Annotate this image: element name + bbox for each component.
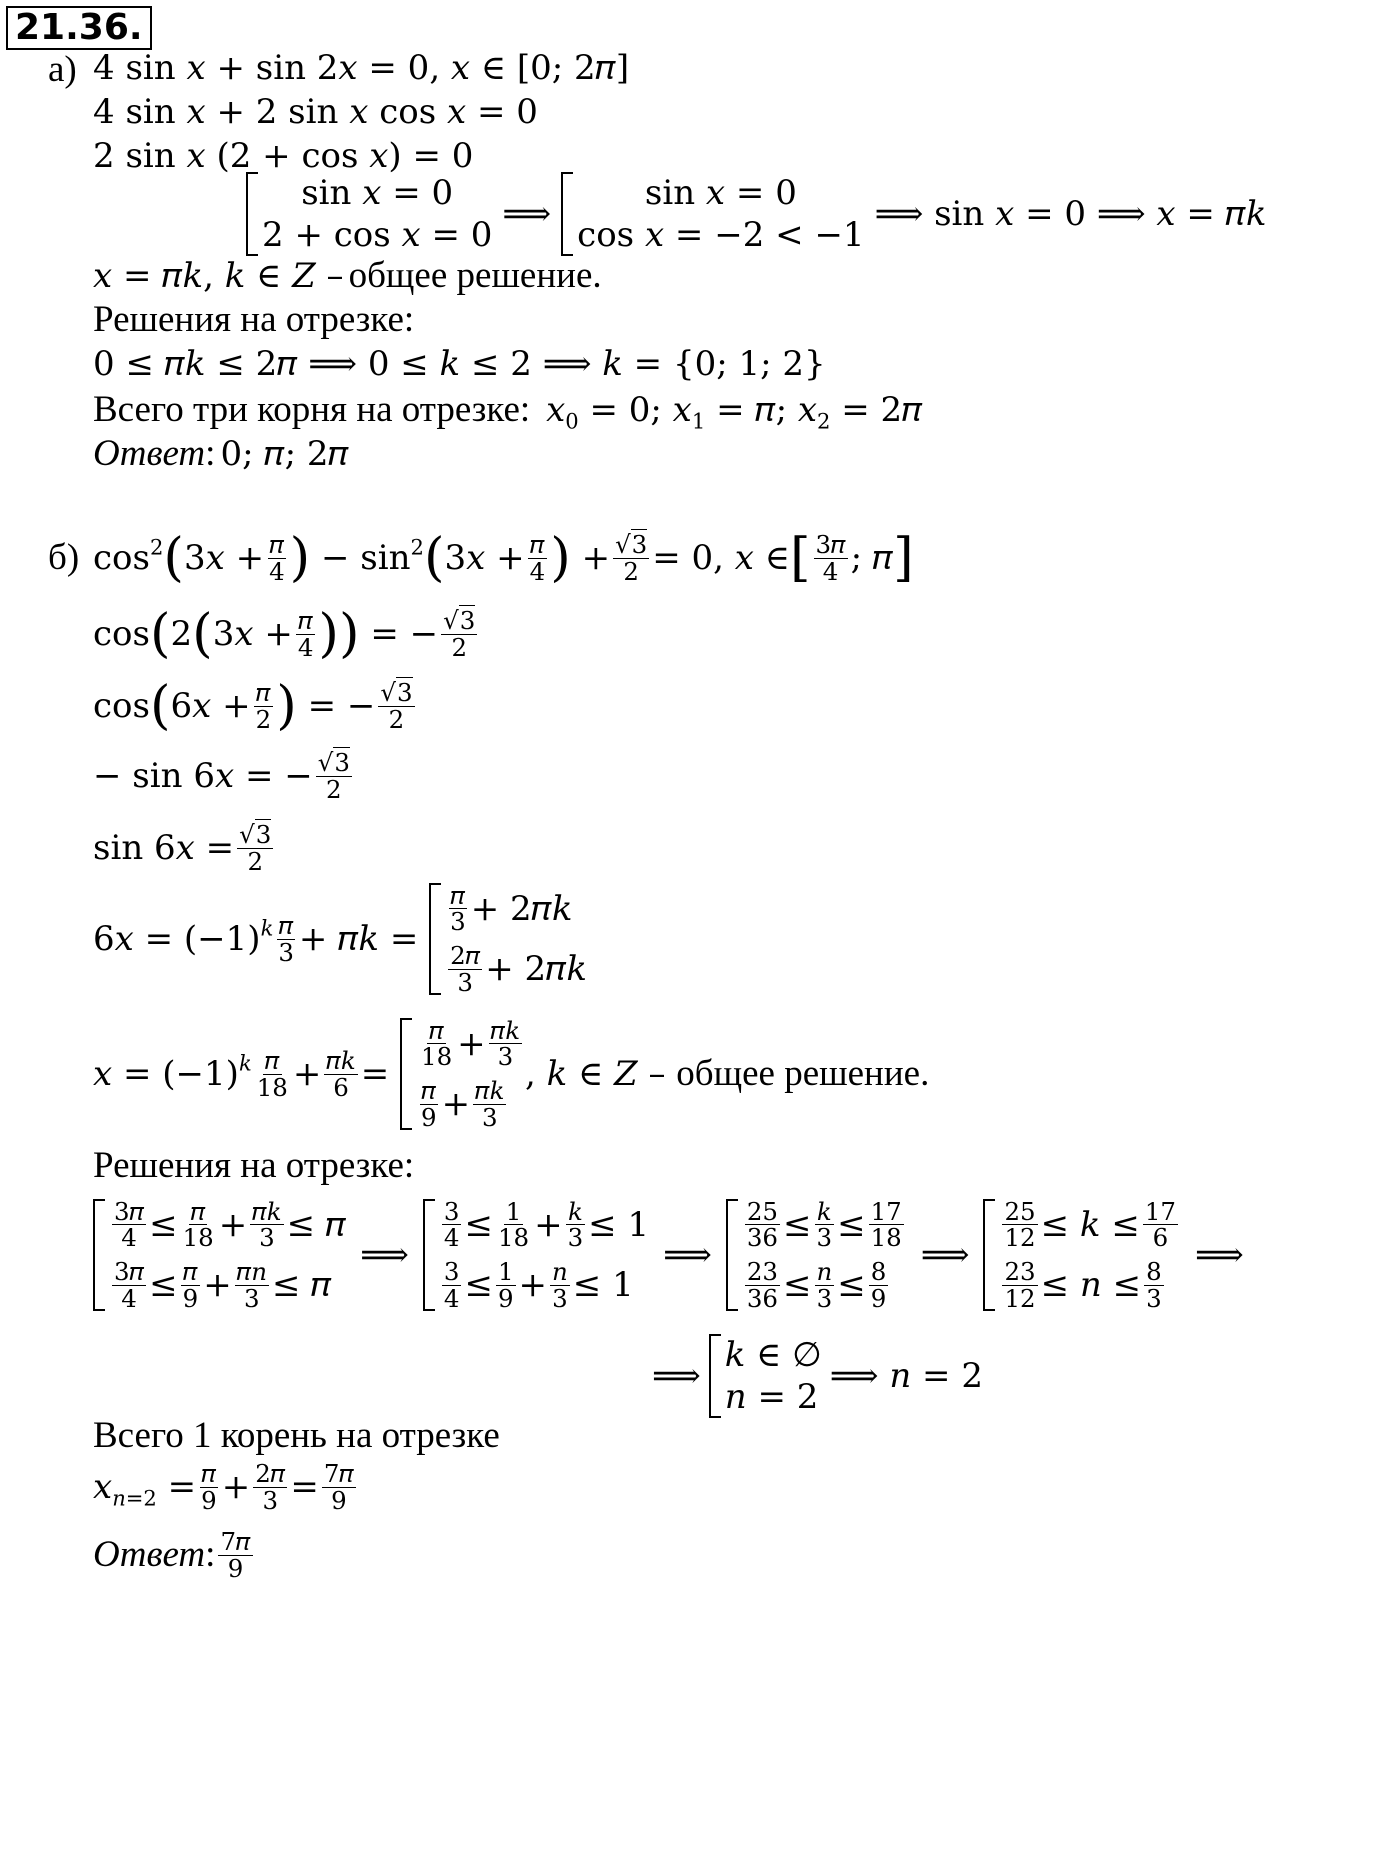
part-a-system-conclusion: ⟹ sin 𝑥 = 0 ⟹ 𝑥 = 𝜋𝑘 bbox=[874, 194, 1267, 234]
part-b-equation: $\cos^2$ ( 3𝑥 + 𝜋 4 ) − $\sin^2$ ( 3𝑥 + 𝜋 4 ) + $\frac{√3}{2}$ = 0, 𝑥 ∈ [ 3𝜋 4 ; 𝜋 ] bbox=[93, 527, 914, 588]
part-b-step-3: − sin 6𝑥 = − $\frac{√3}{2}$ bbox=[93, 747, 350, 804]
part-b-segment-chain: 3𝜋 4 ≤ 𝜋 18 + 𝜋𝑘 3 ≤ 𝜋 3𝜋 4 ≤ 𝜋 9 + 𝜋𝑛 3 ≤ 𝜋 ⟹ $\frac{3}{4}$ ≤ $\frac{1}{18}$ + 𝑘 3 ≤ 1 $\frac{3}{4}$ ≤ $\frac{1}{9}$ + 𝑛 3 ≤ 1 ⟹ $\frac{25}{36}$ ≤ 𝑘 3 ≤ $\frac{17}{18}$ $\frac{23}{36}$ ≤ 𝑛 3 ≤ $\frac{8}{9}$ ⟹ $\frac{25}{12}$ ≤ 𝑘 ≤ $\frac{17}{6}$ $\frac{23}{12}$ ≤ 𝑛 ≤ $\frac{8}{3}$ ⟹ bbox=[93, 1190, 1244, 1320]
part-a-step-1: 4 sin 𝑥 + 2 sin 𝑥 cos 𝑥 = 0 bbox=[93, 92, 538, 132]
part-b-step-4: sin 6𝑥 = $\frac{√3}{2}$ bbox=[93, 819, 272, 876]
part-b-answer: Ответ : 7𝜋 9 bbox=[93, 1526, 251, 1583]
part-a-system-1 bbox=[246, 172, 492, 256]
general-solution-formula: 𝑥 = 𝜋𝑘, 𝑘 ∈ 𝑍 – bbox=[93, 256, 344, 296]
part-a-label: а) bbox=[48, 49, 77, 90]
problem-number: 21.36. bbox=[6, 6, 152, 50]
part-b-step-1: cos ( 2 ( 3𝑥 + 𝜋 4 )) = − $\frac{√3}{2}$ bbox=[93, 603, 476, 664]
part-a-step-2: 2 sin 𝑥 (2 + cos 𝑥) = 0 bbox=[93, 136, 474, 176]
part-a-system-chain: sin 𝑥 = 0 2 + cos 𝑥 = 0 ⟹ sin 𝑥 = 0 cos 𝑥 = −2 < −1 ⟹ sin 𝑥 = 0 ⟹ 𝑥 = 𝜋𝑘 bbox=[246, 172, 1266, 256]
answer-label: Ответ bbox=[93, 433, 206, 474]
part-b-conclusion: ⟹ 𝑘 ∈ ∅ 𝑛 = 2 ⟹ 𝑛 = 2 bbox=[652, 1335, 983, 1417]
part-a-general-solution bbox=[93, 254, 602, 298]
general-solution-text: общее решение. bbox=[348, 255, 602, 296]
part-a-segment-heading: Решения на отрезке: bbox=[93, 299, 415, 340]
roots-values: 𝑥$_0$ = 0; 𝑥$_1$ = 𝜋; 𝑥$_2$ = 2𝜋 bbox=[535, 390, 923, 434]
part-a-segment-inequality: 0 ≤ 𝜋𝑘 ≤ 2𝜋 ⟹ 0 ≤ 𝑘 ≤ 2 ⟹ 𝑘 = {0; 1; 2} bbox=[93, 344, 826, 384]
system-row: cos 𝑥 = −2 < −1 bbox=[577, 215, 865, 255]
part-a-roots bbox=[93, 388, 922, 432]
answer-label: Ответ bbox=[93, 1534, 206, 1575]
part-b-step-6: 𝑥 = $(-1)^𝑘$ 𝜋 18 + 𝜋𝑘 6 = 𝜋 18 + 𝜋𝑘 3 𝜋 9 + 𝜋𝑘 3 , 𝑘 ∈ 𝑍 – общее решение. bbox=[93, 1015, 930, 1132]
part-b-label: б) bbox=[48, 537, 80, 578]
part-b-root: 𝑥$_{𝑛=2}$ = 𝜋 9 + 2𝜋 3 = 7𝜋 9 bbox=[93, 1458, 354, 1515]
part-b-count: Всего 1 корень на отрезке bbox=[93, 1415, 500, 1456]
system-row: sin 𝑥 = 0 bbox=[644, 173, 797, 213]
general-solution-text: общее решение. bbox=[676, 1053, 930, 1094]
roots-text: Всего три корня на отрезке: bbox=[93, 389, 531, 430]
system-row: sin 𝑥 = 0 bbox=[301, 173, 454, 213]
part-b-segment-heading: Решения на отрезке: bbox=[93, 1145, 415, 1186]
part-a-equation: 4 sin 𝑥 + sin 2𝑥 = 0, 𝑥 ∈ [0; 2𝜋] bbox=[93, 48, 630, 88]
part-b-step-2: cos ( 6𝑥 + 𝜋 2 ) = − $\frac{√3}{2}$ bbox=[93, 675, 413, 736]
system-row: 2 + cos 𝑥 = 0 bbox=[262, 215, 493, 255]
part-a-answer: Ответ: 0; 𝜋; 2𝜋 bbox=[93, 433, 349, 474]
part-b-step-5: 6𝑥 = $(-1)^𝑘$ 𝜋 3 + 𝜋𝑘 = 𝜋 3 + 2𝜋𝑘 2𝜋 3 + 2𝜋𝑘 bbox=[93, 880, 587, 997]
part-a-system-2 bbox=[561, 172, 864, 256]
answer-value: 0; 𝜋; 2𝜋 bbox=[220, 434, 349, 474]
